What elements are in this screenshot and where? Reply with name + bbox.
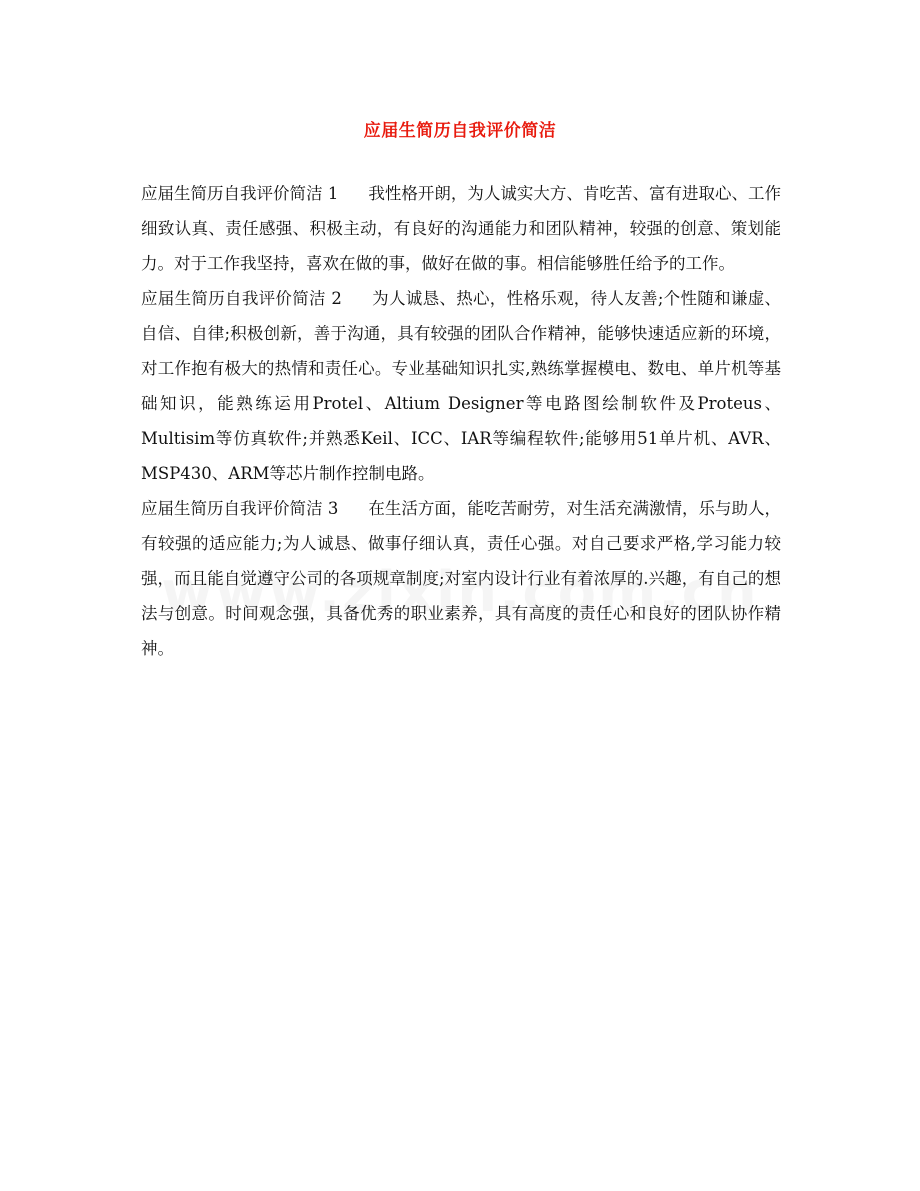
paragraph-3-label: 应届生简历自我评价简洁 3 <box>141 499 339 518</box>
paragraph-2 <box>141 281 781 491</box>
paragraph-3 <box>141 491 781 666</box>
paragraph-1-label: 应届生简历自我评价简洁 1 <box>141 184 339 203</box>
paragraph-1 <box>141 176 781 281</box>
paragraph-2-label: 应届生简历自我评价简洁 2 <box>141 289 342 308</box>
document-body <box>141 176 781 666</box>
paragraph-3-text: 在生活方面，能吃苦耐劳，对生活充满激情，乐与助人，有较强的适应能力;为人诚恳、做事仔细认真，责任心强。对自己要求严格,学习能力较强，而且能自觉遵守公司的各项规章制度;对室内设计行业有着浓厚的.兴趣，有自己的想法与创意。时间观念强，具备优秀的职业素养，具有高度的责任心和良好的团队协作精神。 <box>141 499 781 658</box>
paragraph-2-text: 为人诚恳、热心，性格乐观，待人友善;个性随和谦虚、自信、自律;积极创新，善于沟通，具有较强的团队合作精神，能够快速适应新的环境，对工作抱有极大的热情和责任心。专业基础知识扎实,熟练掌握模电、数电、单片机等基础知识，能熟练运用Protel、Altium Designer等电路图绘制软件及Proteus、Multisim等仿真软件;并熟悉Keil、ICC、IAR等编程软件;能够用51单片机、AVR、MSP430、ARM等芯片制作控制电路。 <box>141 289 781 483</box>
document-title: 应届生简历自我评价简洁 <box>363 121 557 141</box>
paragraph-1-text: 我性格开朗，为人诚实大方、肯吃苦、富有进取心、工作细致认真、责任感强、积极主动，有良好的沟通能力和团队精神，较强的创意、策划能力。对于工作我坚持，喜欢在做的事，做好在做的事。相信能够胜任给予的工作。 <box>141 184 781 273</box>
